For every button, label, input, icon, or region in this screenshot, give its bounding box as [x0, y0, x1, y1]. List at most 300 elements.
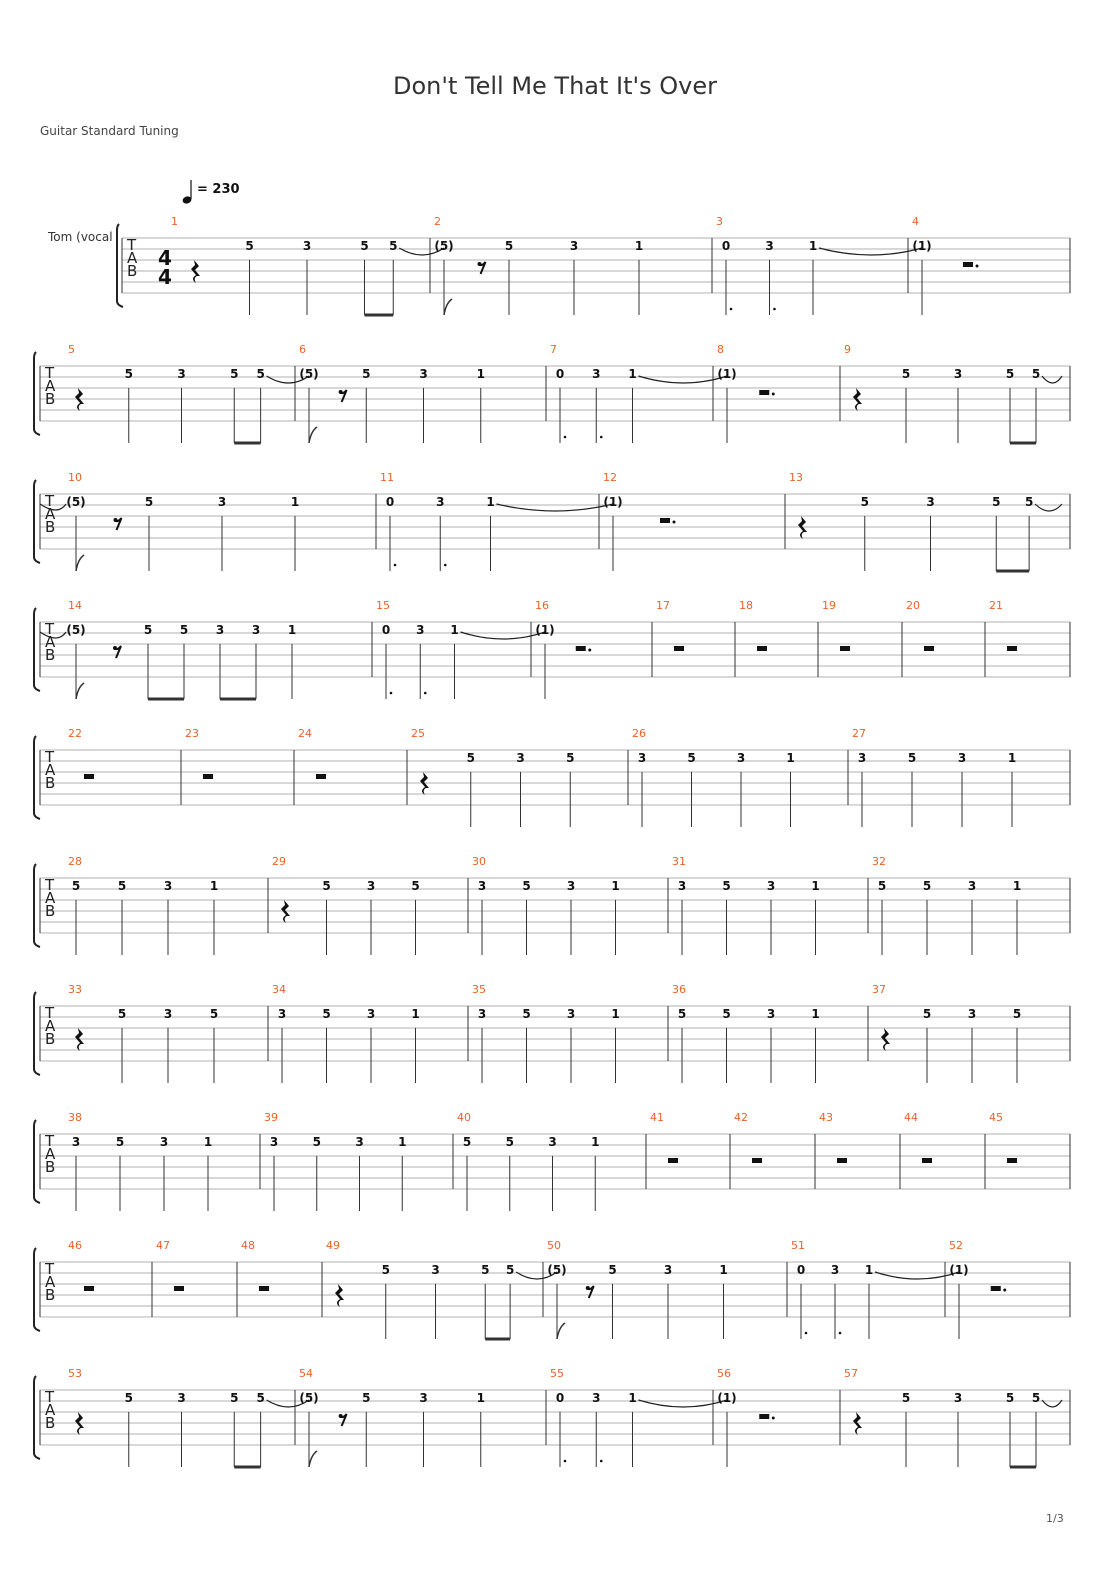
measure-number: 57 — [844, 1367, 858, 1380]
fret-number: 3 — [766, 1007, 776, 1021]
fret-number: 0 — [385, 495, 395, 509]
fret-number: 1 — [591, 1135, 600, 1149]
fret-number: 5 — [230, 367, 239, 381]
whole-rest — [1007, 646, 1017, 651]
measure-number: 12 — [603, 471, 617, 484]
measure-number: 55 — [550, 1367, 564, 1380]
tab-clef-letter: T — [45, 1004, 55, 1022]
fret-number: 3 — [355, 1135, 364, 1149]
fret-number: 1 — [786, 751, 795, 765]
fret-number: 5 — [256, 367, 265, 381]
duration-dot — [773, 308, 776, 311]
quarter-rest — [798, 516, 807, 539]
time-signature-top: 4 — [158, 246, 172, 270]
fret-number: 5 — [505, 1263, 515, 1277]
fret-number: 5 — [566, 751, 575, 765]
whole-rest — [752, 1158, 762, 1163]
track-name: Tom (vocal — [48, 230, 113, 244]
staff-system — [34, 599, 1070, 699]
measure-number: 13 — [789, 471, 803, 484]
fret-number: 5 — [143, 623, 153, 637]
fret-number: 3 — [477, 879, 487, 893]
whole-rest — [259, 1286, 269, 1291]
half-rest — [991, 1286, 1001, 1291]
measure-number: 9 — [844, 343, 851, 356]
fret-number: 1 — [476, 1391, 485, 1405]
staff-systems — [34, 215, 1070, 1467]
system-bracket — [34, 1376, 40, 1459]
tab-clef-letter: A — [45, 633, 56, 651]
system-bracket — [34, 1120, 40, 1203]
rest-dot — [772, 1417, 775, 1420]
fret-number: 5 — [312, 1135, 321, 1149]
fret-number: 3 — [431, 1263, 440, 1277]
fret-number: 3 — [419, 1391, 428, 1405]
measure-number: 19 — [822, 599, 836, 612]
fret-number: 3 — [953, 367, 963, 381]
fret-number: 5 — [1031, 1391, 1041, 1405]
fret-number: 0 — [381, 623, 391, 637]
tab-clef-letter: B — [45, 902, 56, 920]
page-number: 1/3 — [1046, 1512, 1064, 1525]
fret-number: (1) — [603, 495, 623, 509]
fret-number: 3 — [302, 239, 312, 253]
fret-number: 5 — [481, 1263, 490, 1277]
half-rest — [759, 1414, 769, 1419]
duration-dot — [424, 692, 427, 695]
half-rest — [963, 262, 973, 267]
fret-number: 0 — [555, 367, 565, 381]
measure-number: 39 — [264, 1111, 278, 1124]
measure-number: 4 — [912, 215, 919, 228]
fret-number: 5 — [505, 1135, 514, 1149]
tab-clef-letter: T — [45, 620, 55, 638]
tab-clef-letter: A — [127, 249, 138, 267]
fret-number: (5) — [434, 239, 454, 253]
whole-rest — [84, 1286, 94, 1291]
duration-dot — [839, 1332, 842, 1335]
fret-number: 1 — [290, 495, 300, 509]
quarter-rest — [853, 1412, 862, 1435]
fret-number: 1 — [1012, 879, 1022, 893]
tab-clef-letter: B — [127, 262, 138, 280]
measure-number: 34 — [272, 983, 286, 996]
measure-number: 21 — [989, 599, 1003, 612]
fret-number: 5 — [1005, 1391, 1015, 1405]
rest-dot — [772, 393, 775, 396]
fret-number: 3 — [592, 367, 601, 381]
fret-number: 1 — [209, 879, 219, 893]
fret-number: 1 — [811, 879, 820, 893]
measure-number: 47 — [156, 1239, 170, 1252]
fret-number: 5 — [922, 1007, 932, 1021]
fret-number: 1 — [1007, 751, 1017, 765]
tab-clef-letter: B — [45, 518, 56, 536]
fret-number: 1 — [450, 623, 459, 637]
fret-number: 1 — [287, 623, 297, 637]
fret-number: 1 — [486, 495, 495, 509]
fret-number: 5 — [256, 1391, 265, 1405]
fret-number: 5 — [522, 879, 531, 893]
fret-number: 1 — [398, 1135, 407, 1149]
tempo-value: = 230 — [197, 182, 240, 197]
measure-number: 36 — [672, 983, 686, 996]
fret-number: 3 — [477, 1007, 487, 1021]
fret-number: 5 — [124, 367, 133, 381]
rest-dot — [673, 521, 676, 524]
fret-number: 5 — [877, 879, 887, 893]
fret-number: 3 — [637, 751, 647, 765]
fret-number: 0 — [721, 239, 731, 253]
quarter-rest — [881, 1028, 890, 1051]
whole-rest — [924, 646, 934, 651]
fret-number: 3 — [251, 623, 261, 637]
fret-number: 5 — [360, 239, 369, 253]
quarter-rest — [191, 260, 200, 283]
measure-number: 5 — [68, 343, 75, 356]
fret-number: 5 — [230, 1391, 239, 1405]
whole-rest — [203, 774, 213, 779]
measure-number: 42 — [734, 1111, 748, 1124]
staff-system — [34, 1367, 1070, 1467]
tab-clef-letter: T — [45, 876, 55, 894]
duration-dot — [805, 1332, 808, 1335]
fret-number: (5) — [66, 495, 86, 509]
measure-number: 56 — [717, 1367, 731, 1380]
fret-number: 5 — [1005, 367, 1015, 381]
fret-number: 3 — [548, 1135, 557, 1149]
eighth-flag — [444, 299, 452, 315]
tuning-label: Guitar Standard Tuning — [40, 124, 179, 138]
eighth-rest-dot — [586, 1286, 590, 1290]
fret-number: 5 — [466, 751, 475, 765]
fret-number: (1) — [535, 623, 555, 637]
duration-dot — [600, 1460, 603, 1463]
measure-number: 8 — [717, 343, 724, 356]
fret-number: 3 — [830, 1263, 840, 1277]
tab-clef-letter: A — [45, 761, 56, 779]
fret-number: 5 — [322, 879, 331, 893]
tab-clef-letter: B — [45, 1030, 56, 1048]
measure-number: 22 — [68, 727, 82, 740]
tab-clef-letter: T — [45, 748, 55, 766]
fret-number: 5 — [322, 1007, 331, 1021]
system-bracket — [34, 352, 40, 435]
tab-clef-letter: B — [45, 390, 56, 408]
measure-number: 29 — [272, 855, 286, 868]
tab-clef-letter: B — [45, 1158, 56, 1176]
measure-number: 15 — [376, 599, 390, 612]
fret-number: 5 — [992, 495, 1001, 509]
measure-number: 43 — [819, 1111, 833, 1124]
whole-rest — [316, 774, 326, 779]
fret-number: 5 — [381, 1263, 390, 1277]
half-rest — [576, 646, 586, 651]
fret-number: 3 — [177, 367, 186, 381]
fret-number: 5 — [71, 879, 81, 893]
measure-number: 17 — [656, 599, 670, 612]
fret-number: 5 — [1031, 367, 1041, 381]
fret-number: 5 — [362, 1391, 371, 1405]
system-bracket — [34, 480, 40, 563]
system-bracket — [34, 736, 40, 819]
staff-system — [34, 1239, 1070, 1339]
fret-number: 3 — [765, 239, 774, 253]
tempo-marking — [182, 180, 240, 205]
staff-system — [117, 215, 1070, 315]
fret-number: 1 — [864, 1263, 874, 1277]
duration-dot — [444, 564, 447, 567]
eighth-rest-dot — [339, 390, 343, 394]
fret-number: 5 — [179, 623, 189, 637]
fret-number: 5 — [722, 1007, 731, 1021]
fret-number: 1 — [634, 239, 644, 253]
tab-clef-letter: A — [45, 505, 56, 523]
fret-number: 5 — [1024, 495, 1034, 509]
fret-number: (5) — [299, 367, 319, 381]
score-title: Don't Tell Me That It's Over — [393, 72, 717, 100]
half-rest — [759, 390, 769, 395]
measure-number: 50 — [547, 1239, 561, 1252]
measure-number: 26 — [632, 727, 646, 740]
measure-number: 49 — [326, 1239, 340, 1252]
fret-number: 0 — [796, 1263, 806, 1277]
fret-number: 5 — [901, 367, 911, 381]
fret-number: 3 — [366, 879, 376, 893]
measure-number: 35 — [472, 983, 486, 996]
tab-clef-letter: T — [45, 1388, 55, 1406]
fret-number: 5 — [115, 1135, 125, 1149]
fret-number: 1 — [611, 879, 620, 893]
tab-clef-letter: T — [45, 492, 55, 510]
fret-number: 3 — [366, 1007, 376, 1021]
quarter-rest — [853, 388, 862, 411]
tab-clef-letter: B — [45, 1414, 56, 1432]
fret-number: 3 — [163, 879, 173, 893]
measure-number: 2 — [434, 215, 441, 228]
measure-number: 33 — [68, 983, 82, 996]
measure-number: 1 — [171, 215, 178, 228]
measure-number: 28 — [68, 855, 82, 868]
fret-number: 1 — [611, 1007, 620, 1021]
fret-number: 3 — [957, 751, 967, 765]
fret-number: 3 — [766, 879, 776, 893]
whole-rest — [84, 774, 94, 779]
measure-number: 46 — [68, 1239, 82, 1252]
fret-number: (1) — [717, 367, 737, 381]
staff-system — [34, 1111, 1070, 1211]
fret-number: 5 — [462, 1135, 472, 1149]
tab-clef-letter: A — [45, 1017, 56, 1035]
eighth-flag — [309, 1451, 317, 1467]
whole-rest — [674, 646, 684, 651]
fret-number: 1 — [628, 367, 637, 381]
fret-number: 5 — [117, 879, 127, 893]
fret-number: 3 — [566, 1007, 576, 1021]
fret-number: 5 — [209, 1007, 219, 1021]
fret-number: 3 — [566, 879, 576, 893]
tab-clef-letter: B — [45, 774, 56, 792]
fret-number: 3 — [663, 1263, 673, 1277]
measure-number: 52 — [949, 1239, 963, 1252]
fret-number: 3 — [71, 1135, 81, 1149]
whole-rest — [837, 1158, 847, 1163]
quarter-rest — [75, 1412, 84, 1435]
measure-number: 37 — [872, 983, 886, 996]
fret-number: 5 — [411, 879, 420, 893]
eighth-flag — [557, 1323, 565, 1339]
staff-system — [34, 471, 1070, 571]
measure-number: 51 — [791, 1239, 805, 1252]
fret-number: 3 — [177, 1391, 186, 1405]
fret-number: 5 — [362, 367, 371, 381]
rest-dot — [588, 649, 591, 652]
fret-number: 3 — [967, 879, 977, 893]
duration-dot — [564, 436, 567, 439]
eighth-rest-dot — [339, 1414, 343, 1418]
duration-dot — [394, 564, 397, 567]
measure-number: 3 — [716, 215, 723, 228]
fret-number: 1 — [476, 367, 485, 381]
measure-number: 44 — [904, 1111, 918, 1124]
fret-number: 5 — [124, 1391, 133, 1405]
measure-number: 54 — [299, 1367, 313, 1380]
quarter-rest — [75, 1028, 84, 1051]
fret-number: 5 — [922, 879, 932, 893]
fret-number: 5 — [722, 879, 731, 893]
quarter-rest — [281, 900, 290, 923]
fret-number: (5) — [299, 1391, 319, 1405]
measure-number: 48 — [241, 1239, 255, 1252]
fret-number: 3 — [277, 1007, 287, 1021]
fret-number: 3 — [215, 623, 225, 637]
measure-number: 32 — [872, 855, 886, 868]
measure-number: 41 — [650, 1111, 664, 1124]
quarter-rest — [335, 1284, 344, 1307]
fret-number: 5 — [860, 495, 869, 509]
measure-number: 6 — [299, 343, 306, 356]
fret-number: 5 — [907, 751, 917, 765]
system-bracket — [34, 1248, 40, 1331]
staff-system — [34, 727, 1070, 827]
fret-number: 3 — [159, 1135, 169, 1149]
measure-number: 23 — [185, 727, 199, 740]
fret-number: 1 — [808, 239, 818, 253]
tab-clef-letter: A — [45, 1401, 56, 1419]
rest-dot — [976, 265, 979, 268]
fret-number: 1 — [719, 1263, 728, 1277]
measure-number: 53 — [68, 1367, 82, 1380]
whole-rest — [174, 1286, 184, 1291]
rest-dot — [1003, 1289, 1006, 1292]
measure-number: 10 — [68, 471, 82, 484]
measure-number: 30 — [472, 855, 486, 868]
fret-number: 1 — [811, 1007, 820, 1021]
measure-number: 18 — [739, 599, 753, 612]
tab-clef-letter: A — [45, 889, 56, 907]
measure-number: 24 — [298, 727, 312, 740]
staff-system — [34, 855, 1070, 955]
tab-clef-letter: A — [45, 1145, 56, 1163]
duration-dot — [730, 308, 733, 311]
measure-number: 7 — [550, 343, 557, 356]
fret-number: 5 — [901, 1391, 911, 1405]
measure-number: 25 — [411, 727, 425, 740]
fret-number: 1 — [411, 1007, 420, 1021]
duration-dot — [564, 1460, 567, 1463]
tab-clef-letter: T — [45, 364, 55, 382]
fret-number: (5) — [66, 623, 86, 637]
fret-number: 5 — [608, 1263, 617, 1277]
fret-number: (1) — [949, 1263, 969, 1277]
fret-number: 3 — [436, 495, 445, 509]
staff-system — [34, 983, 1070, 1083]
fret-number: 5 — [389, 239, 398, 253]
fret-number: 5 — [687, 751, 696, 765]
fret-number: 0 — [555, 1391, 565, 1405]
duration-dot — [600, 436, 603, 439]
eighth-flag — [76, 683, 84, 699]
eighth-flag — [76, 555, 84, 571]
fret-number: 1 — [628, 1391, 637, 1405]
system-bracket — [34, 864, 40, 947]
measure-number: 16 — [535, 599, 549, 612]
fret-number: (5) — [547, 1263, 567, 1277]
fret-number: 5 — [245, 239, 254, 253]
fret-number: 3 — [419, 367, 428, 381]
quarter-rest — [75, 388, 84, 411]
measure-number: 11 — [380, 471, 394, 484]
fret-number: (1) — [717, 1391, 737, 1405]
measure-number: 20 — [906, 599, 920, 612]
eighth-rest-dot — [113, 646, 117, 650]
tab-clef-letter: B — [45, 1286, 56, 1304]
fret-number: 5 — [117, 1007, 127, 1021]
measure-number: 27 — [852, 727, 866, 740]
whole-rest — [668, 1158, 678, 1163]
fret-number: 3 — [953, 1391, 963, 1405]
tab-clef-letter: A — [45, 377, 56, 395]
measure-number: 38 — [68, 1111, 82, 1124]
whole-rest — [1007, 1158, 1017, 1163]
eighth-rest-dot — [114, 518, 118, 522]
fret-number: 3 — [569, 239, 579, 253]
staff-system — [34, 343, 1070, 443]
fret-number: 5 — [504, 239, 514, 253]
fret-number: 3 — [592, 1391, 601, 1405]
fret-number: 3 — [857, 751, 867, 765]
half-rest — [660, 518, 670, 523]
fret-number: 3 — [217, 495, 227, 509]
fret-number: 3 — [163, 1007, 173, 1021]
time-signature-bottom: 4 — [158, 265, 172, 289]
measure-number: 45 — [989, 1111, 1003, 1124]
measure-number: 31 — [672, 855, 686, 868]
quarter-rest — [420, 772, 429, 795]
tab-clef-letter: A — [45, 1273, 56, 1291]
tab-clef-letter: T — [45, 1132, 55, 1150]
duration-dot — [390, 692, 393, 695]
fret-number: 3 — [967, 1007, 977, 1021]
fret-number: (1) — [912, 239, 932, 253]
fret-number: 1 — [203, 1135, 213, 1149]
system-bracket — [34, 992, 40, 1075]
whole-rest — [840, 646, 850, 651]
fret-number: 3 — [416, 623, 425, 637]
fret-number: 3 — [736, 751, 746, 765]
tab-clef-letter: T — [45, 1260, 55, 1278]
fret-number: 3 — [926, 495, 935, 509]
